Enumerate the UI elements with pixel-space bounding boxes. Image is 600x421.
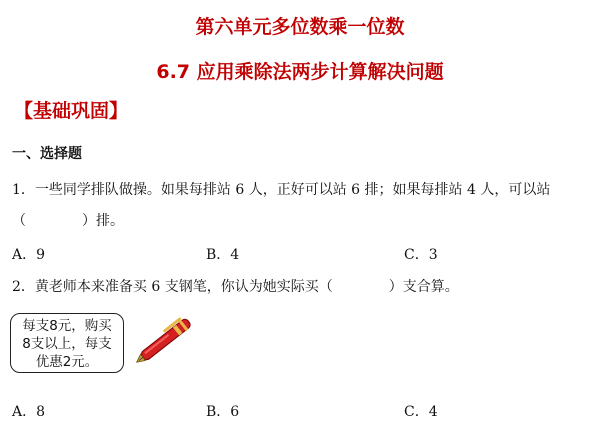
subsection-heading: 一、选择题	[12, 146, 82, 162]
q1-option-c: C．3	[404, 247, 438, 263]
callout-line: 优惠2元。	[35, 354, 99, 370]
price-callout	[10, 313, 124, 373]
q1-text-cont: （ ）排。	[12, 213, 124, 229]
callout-line: 每支8元，购买	[22, 318, 112, 334]
q1-option-a: A．9	[12, 247, 46, 263]
lesson-title: 6.7 应用乘除法两步计算解决问题	[156, 61, 444, 83]
unit-title: 第六单元多位数乘一位数	[195, 16, 405, 38]
q2-option-c: C．4	[404, 404, 438, 420]
q1-option-b: B．4	[206, 247, 240, 263]
q2-option-b: B．6	[206, 404, 240, 420]
q1-text: 1．一些同学排队做操。如果每排站 6 人，正好可以站 6 排；如果每排站 4 人，可以站	[12, 182, 551, 198]
section-heading: 【基础巩固】	[14, 100, 129, 122]
q2-text: 2．黄老师本来准备买 6 支钢笔，你认为她实际买（ ）支合算。	[12, 279, 459, 295]
q2-option-a: A．8	[12, 404, 46, 420]
fountain-pen-icon	[128, 306, 210, 368]
callout-line: 8支以上，每支	[22, 336, 112, 352]
